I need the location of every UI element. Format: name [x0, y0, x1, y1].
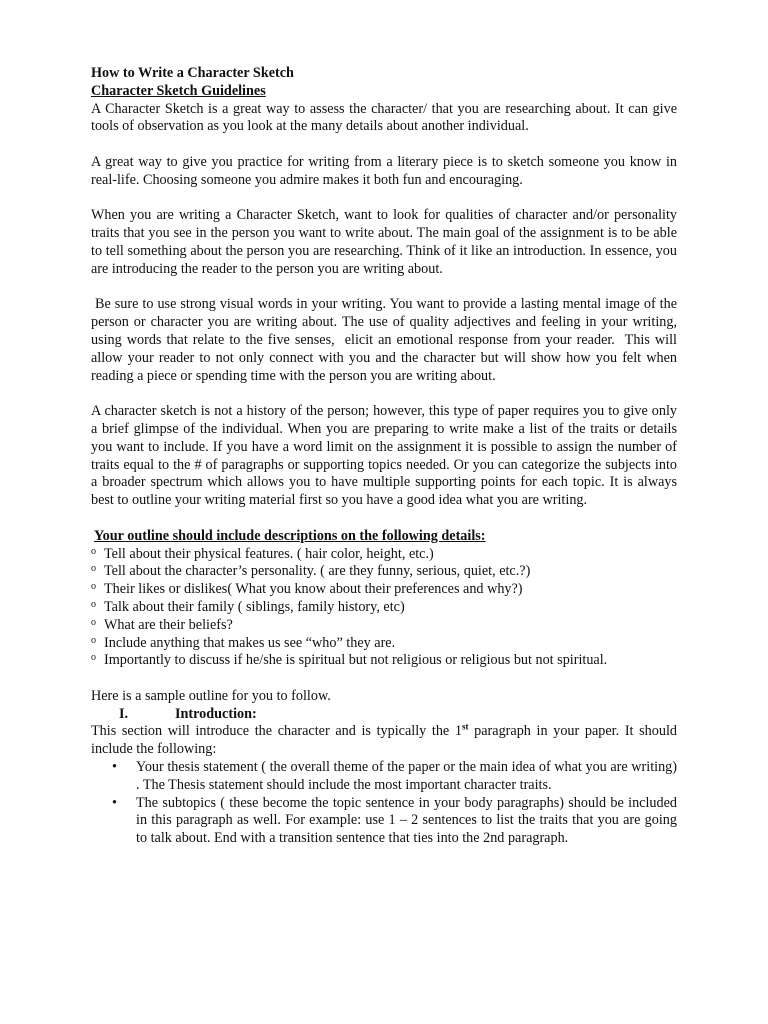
list-item: o Tell about their physical features. ( hair color, height, etc.): [91, 546, 677, 564]
section-heading: [91, 706, 677, 724]
paragraph: Be sure to use strong visual words in your writing. You want to provide a lasting mental image of the person or character you are writing about. The use of quality adjectives and feeling in your writing, using words that relate to the five senses, elicit an emotional response from your reader. This will allow your reader to not only connect with you and the character but will show how you felt when reading a piece or spending time with the person you are writing about.: [91, 296, 681, 384]
section-bullets: [91, 759, 677, 848]
document-body: [91, 65, 681, 848]
section-description-text-2: paragraph in your paper. It should include the following:: [91, 723, 677, 758]
list-item: o Talk about their family ( siblings, family history, etc): [91, 599, 677, 617]
list-item: • The subtopics ( these become the topic sentence in your body paragraphs) should be included in this paragraph as well. For example: use 1 – 2 sentences to list the traits that you are going to talk about. End with a transition sentence that ties into the 2nd paragraph.: [136, 795, 677, 848]
document-subtitle: Character Sketch Guidelines: [91, 82, 266, 99]
list-item: o What are their beliefs?: [91, 617, 677, 635]
paragraph: A Character Sketch is a great way to assess the character/ that you are researching about. It can give tools of observation as you look at the many details about another individual.: [91, 100, 677, 135]
section-number: I.: [119, 705, 129, 722]
section-title: Introduction:: [175, 705, 257, 722]
list-item: o Include anything that makes us see “who” they are.: [91, 635, 677, 653]
list-item: o Their likes or dislikes( What you know about their preferences and why?): [91, 581, 677, 599]
document-title: How to Write a Character Sketch: [91, 65, 294, 81]
outline-list: [91, 546, 677, 671]
list-item: • Your thesis statement ( the overall theme of the paper or the main idea of what you are writing) . The Thesis statement should include the most important character traits.: [136, 759, 677, 795]
list-item: o Tell about the character’s personality. ( are they funny, serious, quiet, etc.?): [91, 563, 677, 581]
paragraph: A great way to give you practice for writing from a literary piece is to sketch someone you know in real-life. Choosing someone you admire makes it both fun and encouraging.: [91, 153, 677, 188]
sample-intro: Here is a sample outline for you to follow.: [91, 687, 331, 704]
section-description-text: This section will introduce the character and is typically the 1: [91, 723, 462, 740]
list-item: o Importantly to discuss if he/she is spiritual but not religious or religious but not spiritual.: [91, 652, 677, 670]
outline-heading: Your outline should include descriptions on the following details:: [94, 527, 486, 544]
section-description: [91, 723, 677, 759]
paragraph: A character sketch is not a history of the person; however, this type of paper requires you to give only a brief glimpse of the individual. When you are preparing to write make a list of the traits or details you want to include. If you have a word limit on the assignment it is possible to assign the number of traits equal to the # of paragraphs or supporting topics needed. Or you can categorize the subjects into a broader spectrum which allows you to have multiple supporting points for each topic. It is always best to outline your writing material first so you have a good idea what you are writing.: [91, 403, 677, 509]
ordinal-superscript: st: [462, 721, 469, 732]
paragraph: When you are writing a Character Sketch, want to look for qualities of character and/or personality traits that you see in the person you want to write about. The main goal of the assignment is to be able to tell something about the person you are researching. Think of it like an introduction. In essence, you are introducing the reader to the person you are writing about.: [91, 207, 677, 277]
